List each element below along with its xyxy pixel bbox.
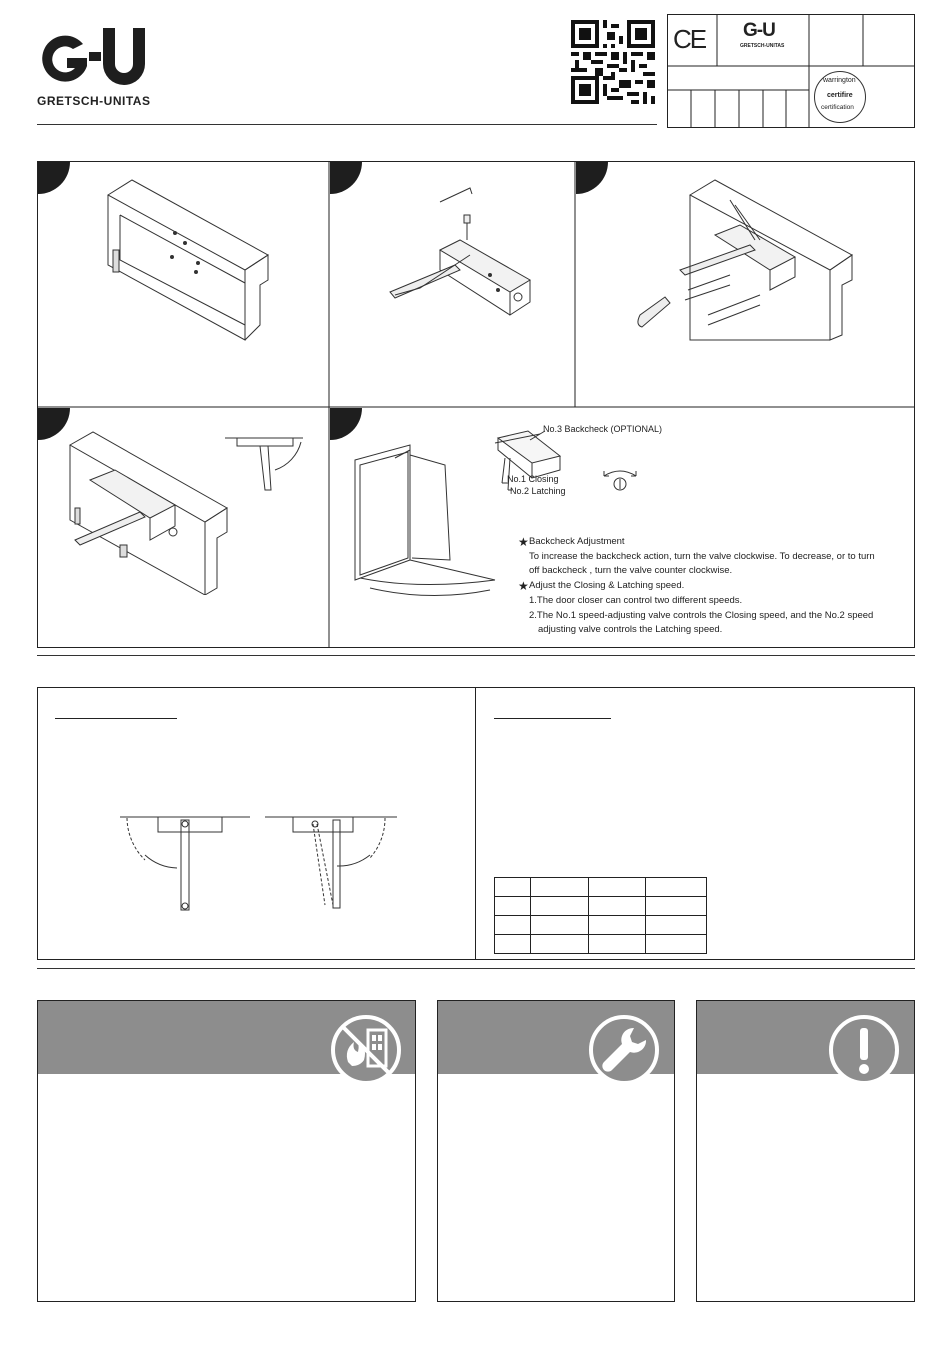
- cert-gu-sub: GRETSCH-UNITAS: [740, 43, 785, 49]
- warrington-mid-text: certifire: [827, 92, 853, 99]
- mounting-section-divider: [475, 687, 476, 960]
- step-4-illustration: [65, 430, 305, 595]
- section-divider-2: [37, 968, 915, 969]
- step-1-illustration: [100, 175, 280, 345]
- step-5-badge: [330, 408, 364, 442]
- step-5-door-illustration: [350, 440, 505, 600]
- arm-position-diagrams: [115, 810, 405, 915]
- exclamation-icon: [828, 1014, 900, 1086]
- note-backcheck-heading: Backcheck Adjustment: [529, 536, 625, 547]
- warrington-bottom-text: certification: [821, 104, 854, 111]
- gu-logo-icon: [37, 24, 157, 90]
- qr-code-icon: [571, 20, 655, 104]
- latching-label: No.2 Latching: [510, 486, 566, 496]
- company-name: GRETSCH-UNITAS: [37, 94, 151, 108]
- right-heading-underline: [494, 718, 611, 719]
- no-fire-door-icon: [330, 1014, 402, 1086]
- note-speed-line-2: 2.The No.1 speed-adjusting valve controls the Closing speed, and the No.2 speed: [529, 610, 874, 621]
- spec-table: [494, 877, 707, 954]
- closing-label: No.1 Closing: [507, 474, 559, 484]
- step-2-badge: [330, 162, 364, 196]
- wrench-icon: [588, 1014, 660, 1086]
- header-divider: [37, 124, 657, 125]
- note-speed-heading: Adjust the Closing & Latching speed.: [529, 580, 685, 591]
- star-bullet-2: ★: [518, 579, 529, 593]
- backcheck-label: No.3 Backcheck (OPTIONAL): [543, 424, 663, 434]
- note-backcheck-line-2: off backcheck , turn the valve counter clockwise.: [529, 565, 733, 576]
- valve-rotation-icon: [600, 466, 640, 496]
- step-1-badge: [38, 162, 72, 196]
- step-3-illustration: [630, 175, 855, 345]
- star-bullet-1: ★: [518, 535, 529, 549]
- brand-logo: [37, 24, 157, 90]
- cert-gu-mark: G-U: [743, 20, 775, 41]
- note-speed-line-1: 1.The door closer can control two different speeds.: [529, 595, 743, 606]
- section-divider-1: [37, 655, 915, 656]
- left-heading-underline: [55, 718, 177, 719]
- note-speed-line-3: adjusting valve controls the Latching speed.: [538, 624, 723, 635]
- step-2-illustration: [380, 180, 550, 320]
- step-3-badge: [576, 162, 610, 196]
- note-backcheck-line-1: To increase the backcheck action, turn the valve clockwise. To decrease, or to turn: [529, 551, 875, 562]
- warrington-top-text: warrington: [823, 77, 856, 84]
- ce-mark: CE: [673, 24, 706, 54]
